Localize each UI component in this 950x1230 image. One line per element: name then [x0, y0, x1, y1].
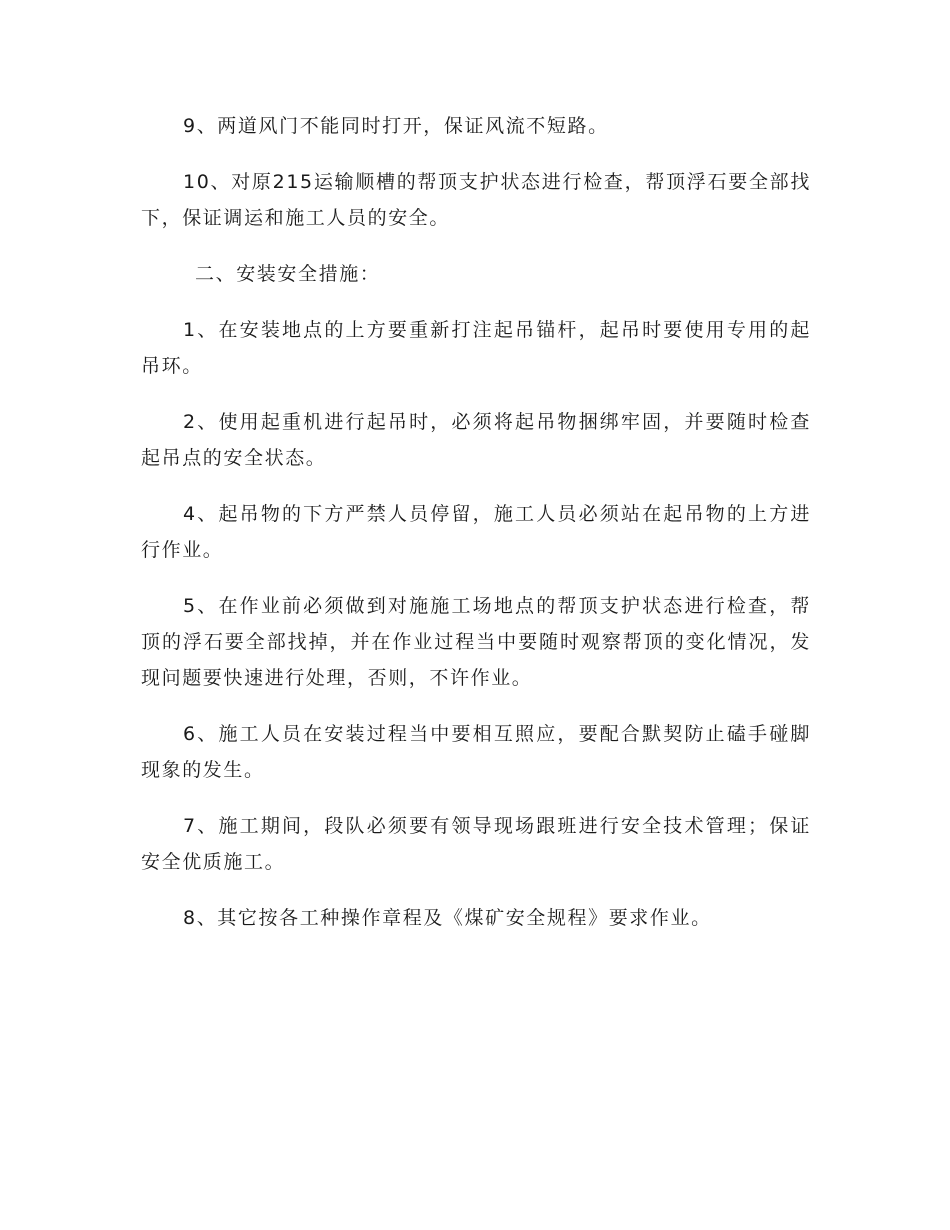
item-7-paragraph: 7、施工期间，段队必须要有领导现场跟班进行安全技术管理；保证安全优质施工。: [141, 815, 811, 873]
document-body: [141, 108, 811, 956]
item-2-paragraph: 2、使用起重机进行起吊时，必须将起吊物捆绑牢固，并要随时检查起吊点的安全状态。: [141, 411, 811, 469]
item-4-paragraph: 4、起吊物的下方严禁人员停留，施工人员必须站在起吊物的上方进行作业。: [141, 503, 811, 561]
item-8-paragraph: 8、其它按各工种操作章程及《煤矿安全规程》要求作业。: [183, 907, 712, 929]
section-heading-installation-safety: 二、安装安全措施：: [195, 263, 381, 285]
item-1-paragraph: 1、在安装地点的上方要重新打注起吊锚杆，起吊时要使用专用的起吊环。: [141, 319, 811, 377]
item-10-paragraph: 10、对原215运输顺槽的帮顶支护状态进行检查，帮顶浮石要全部找下，保证调运和施工人员的安全。: [141, 171, 811, 229]
item-9-paragraph: 9、两道风门不能同时打开，保证风流不短路。: [183, 115, 609, 137]
item-5-paragraph: 5、在作业前必须做到对施施工场地点的帮顶支护状态进行检查，帮顶的浮石要全部找掉，并在作业过程当中要随时观察帮顶的变化情况，发现问题要快速进行处理，否则，不许作业。: [141, 595, 811, 689]
item-6-paragraph: 6、施工人员在安装过程当中要相互照应，要配合默契防止磕手碰脚现象的发生。: [141, 723, 811, 781]
